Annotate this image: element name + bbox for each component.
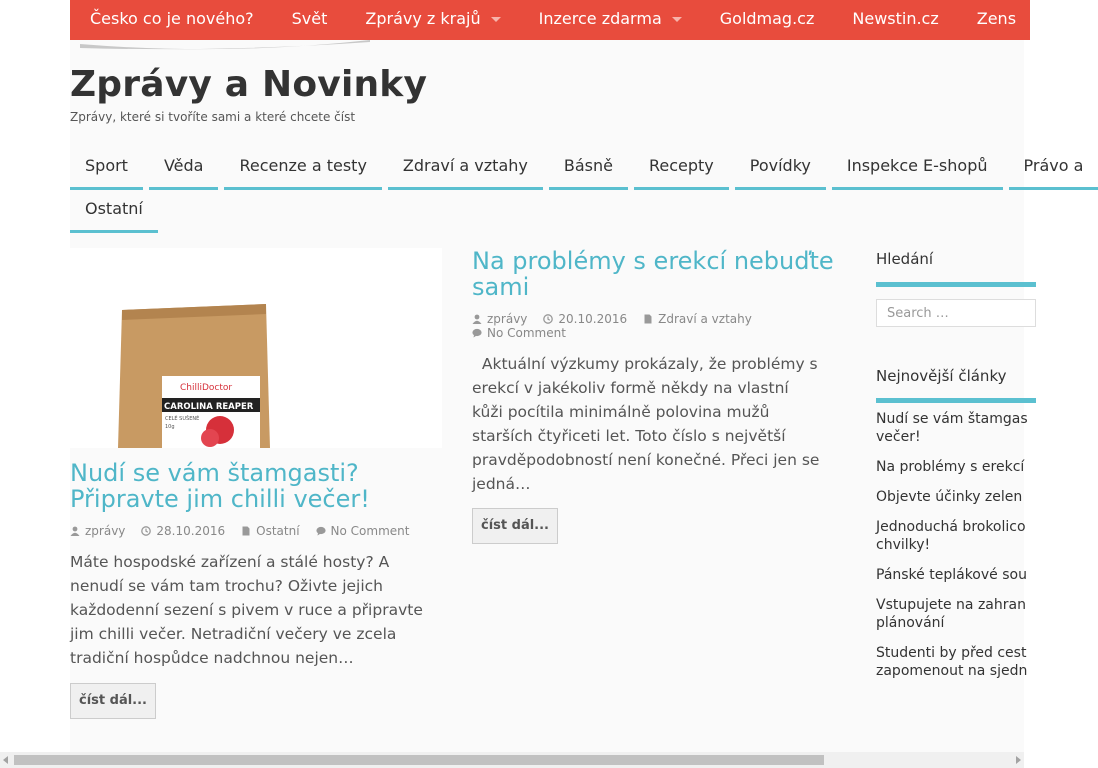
nav-item-sport[interactable]: Sport (70, 148, 143, 190)
caret-down-icon (491, 17, 501, 22)
recent-posts-title: Nejnovější články (876, 367, 1007, 385)
post-date (543, 312, 627, 326)
top-menu-label: Česko co je nového? (90, 9, 254, 28)
top-menu-label: Svět (291, 9, 328, 28)
post-comments[interactable] (316, 524, 410, 538)
comments-text: No Comment (487, 326, 566, 340)
brand-text: ChilliDoctor (180, 383, 233, 393)
product-weight-text: 10g (165, 424, 175, 430)
top-menu-label: Inzerce zdarma (538, 9, 662, 28)
date-text: 20.10.2016 (558, 312, 628, 326)
nav-item-povidky[interactable]: Povídky (735, 148, 826, 190)
scroll-right-icon[interactable] (1016, 756, 1021, 764)
nav-item-pravo[interactable]: Právo a (1009, 148, 1098, 190)
nav-item-recenze[interactable]: Recenze a testy (224, 148, 381, 190)
product-text: CAROLINA REAPER (164, 402, 254, 412)
nav-item-veda[interactable]: Věda (149, 148, 219, 190)
top-menu-item-inzerce[interactable] (519, 0, 700, 40)
scrollbar-thumb[interactable] (14, 755, 824, 765)
recent-post-link[interactable]: Na problémy s erekcí (876, 459, 1025, 475)
site-title[interactable]: Zprávy a Novinky (70, 64, 428, 105)
recent-posts-list (876, 410, 1036, 692)
top-menu-item-svet[interactable] (272, 0, 346, 40)
search-input[interactable]: Search … (876, 299, 1036, 327)
comment-icon (316, 526, 326, 536)
top-menu-label: Zprávy z krajů (365, 9, 481, 28)
top-menu-item-cesko[interactable] (70, 0, 272, 40)
search-widget-title: Hledání (876, 250, 934, 268)
read-more-button[interactable]: číst dál... (70, 683, 156, 719)
comments-text: No Comment (330, 524, 410, 538)
post-thumbnail[interactable] (70, 248, 442, 448)
top-menu-label: Newstin.cz (852, 9, 939, 28)
nav-item-zdravi[interactable]: Zdraví a vztahy (388, 148, 543, 190)
post-title[interactable]: Nudí se vám štamgasti? Připravte jim chilli večer! (70, 459, 370, 513)
nav-item-ostatni[interactable]: Ostatní (70, 191, 158, 233)
nav-item-inspekce[interactable]: Inspekce E-shopů (832, 148, 1003, 190)
post-title[interactable]: Na problémy s erekcí nebuďte sami (472, 247, 834, 301)
recent-post-link[interactable]: Jednoduchá brokolico chvilky! (876, 519, 1026, 553)
left-margin (0, 0, 70, 768)
recent-post-link[interactable]: Vstupujete na zahran plánování (876, 597, 1026, 631)
user-icon (70, 526, 80, 536)
clock-icon (543, 314, 553, 324)
nav-item-basne[interactable]: Básně (549, 148, 628, 190)
post-meta (472, 312, 817, 340)
clock-icon (141, 526, 151, 536)
caret-down-icon (672, 17, 682, 22)
top-menu-label: Goldmag.cz (719, 9, 815, 28)
author-name: zprávy (85, 524, 126, 538)
post-excerpt: Máte hospodské zařízení a stálé hosty? A nenudí se vám tam trochu? Oživte jejich každodenní sezení s pivem v ruce a připravte jim chilli večer. Netradiční večery ve zcela tradiční hospůdce nadchnou nejen… (70, 553, 423, 667)
widget-underline (876, 398, 1036, 403)
author-name: zprávy (487, 312, 528, 326)
top-menu-item-zens[interactable] (957, 0, 1034, 40)
top-menu-label: Zens (976, 9, 1017, 28)
post-comments[interactable] (472, 326, 566, 340)
top-menu-item-newstin[interactable] (832, 0, 956, 40)
recent-post-link[interactable]: Nudí se vám štamgas večer! (876, 411, 1028, 445)
category-text: Ostatní (256, 524, 300, 538)
document-icon (241, 526, 251, 536)
recent-post-link[interactable]: Objevte účinky zelen (876, 489, 1023, 505)
comment-icon (472, 328, 482, 338)
nav-item-recepty[interactable]: Recepty (634, 148, 729, 190)
recent-post-link[interactable]: Pánské teplákové sou (876, 567, 1027, 583)
top-menu-bar (70, 0, 1030, 40)
post-author[interactable] (70, 524, 125, 538)
product-sub-text: CELÉ SUŠENÉ (165, 416, 200, 422)
post-category[interactable] (241, 524, 299, 538)
top-menu-item-goldmag[interactable] (700, 0, 833, 40)
chilli-package-image (70, 248, 442, 448)
site-description: Zprávy, které si tvoříte sami a které chcete číst (70, 110, 356, 124)
read-more-button[interactable]: číst dál... (472, 508, 558, 544)
horizontal-scrollbar[interactable] (0, 752, 1024, 768)
date-text: 28.10.2016 (156, 524, 226, 538)
post-meta (70, 524, 440, 538)
top-menu-item-zpravy-z-kraju[interactable] (345, 0, 518, 40)
post-excerpt: Aktuální výzkumy prokázaly, že problémy s erekcí v jakékoliv formě někdy na vlastní kůži pocítila minimálně polovina mužů starších čtyřiceti let. Toto číslo s největší pravděpodobností není konečné. Přeci jen se jedná… (472, 355, 825, 493)
document-icon (643, 314, 653, 324)
recent-post-link[interactable]: Studenti by před cest zapomenout na sjedn (876, 645, 1028, 679)
category-text: Zdraví a vztahy (658, 312, 752, 326)
widget-underline (876, 282, 1036, 287)
post-category[interactable] (643, 312, 752, 326)
user-icon (472, 314, 482, 324)
post-author[interactable] (472, 312, 527, 326)
menu-shadow (80, 40, 370, 54)
page (70, 0, 1084, 768)
main-navigation (70, 148, 1084, 233)
post-date (141, 524, 225, 538)
scroll-left-icon[interactable] (3, 756, 8, 764)
